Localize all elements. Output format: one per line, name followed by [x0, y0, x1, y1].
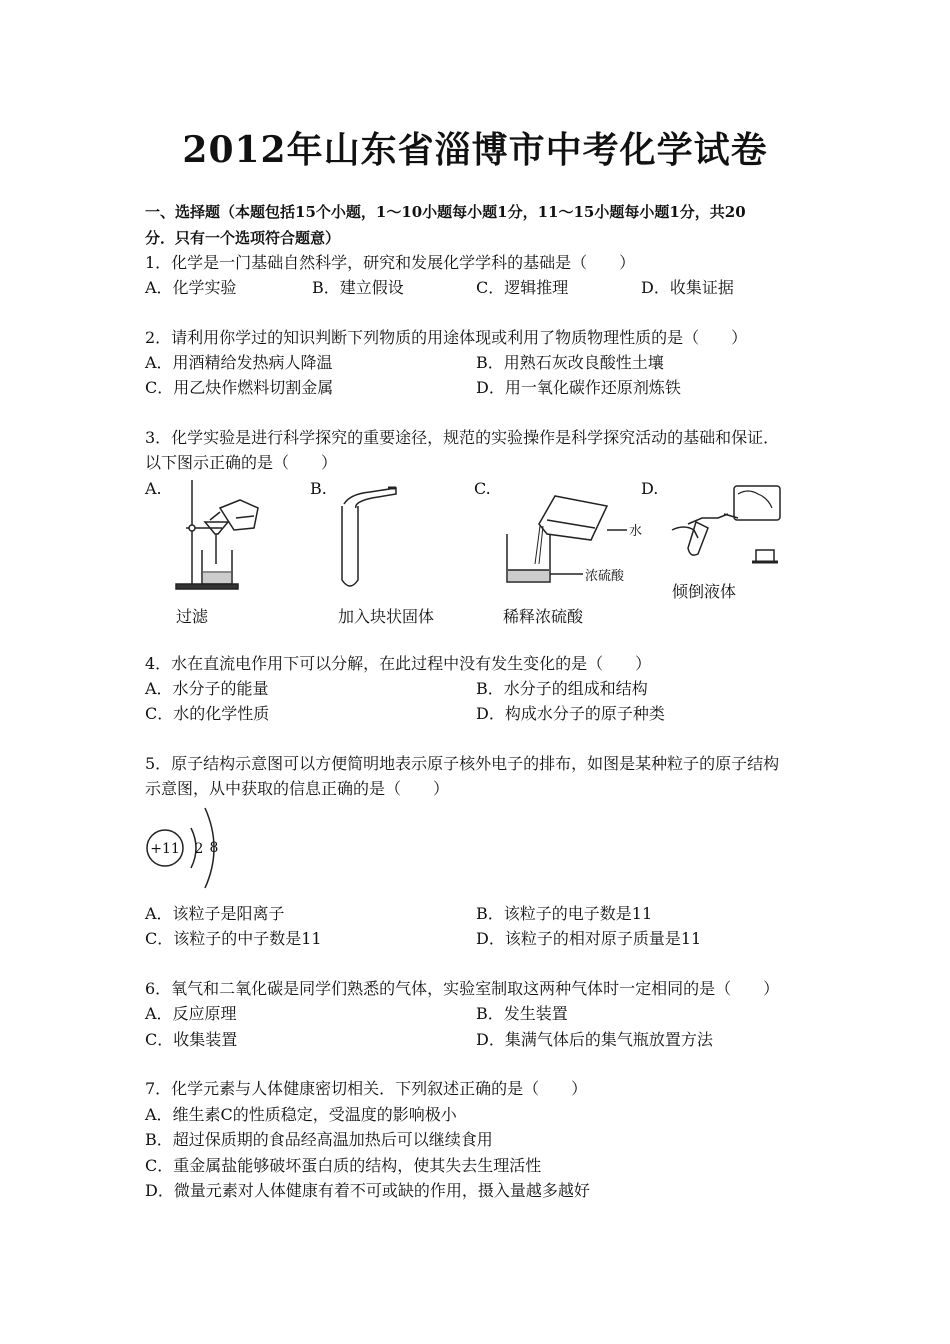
q2-stem: 2．请利用你学过的知识判断下列物质的用途体现或利用了物质物理性质的是（ ）	[145, 328, 748, 347]
q3-option-d[interactable]: D.	[641, 479, 659, 498]
q7-stem: 7．化学元素与人体健康密切相关．下列叙述正确的是（ ）	[145, 1079, 588, 1098]
q3-option-a[interactable]: A.	[145, 479, 162, 498]
q6-option-c[interactable]: C．收集装置	[145, 1030, 238, 1049]
q4-option-c[interactable]: C．水的化学性质	[145, 704, 270, 723]
q5-option-c[interactable]: C．该粒子的中子数是11	[145, 929, 322, 948]
q3-caption-d: 倾倒液体	[672, 582, 737, 601]
q6-stem: 6．氧气和二氧化碳是同学们熟悉的气体，实验室制取这两种气体时一定相同的是（ ）	[145, 979, 780, 998]
q6-option-d[interactable]: D．集满气体后的集气瓶放置方法	[476, 1030, 713, 1049]
q1-option-d[interactable]: D．收集证据	[641, 278, 734, 297]
q2-option-c[interactable]: C．用乙炔作燃料切割金属	[145, 378, 334, 397]
q3-caption-a: 过滤	[176, 607, 209, 626]
q1-stem: 1．化学是一门基础自然科学，研究和发展化学学科的基础是（ ）	[145, 253, 636, 272]
q2-option-d[interactable]: D．用一氧化碳作还原剂炼铁	[476, 378, 681, 397]
q5-option-b[interactable]: B．该粒子的电子数是11	[476, 904, 653, 923]
atom-nucleus-charge: +11	[150, 841, 180, 857]
section-header-cont: 分．只有一个选项符合题意）	[145, 229, 341, 247]
q7-option-a[interactable]: A．维生素C的性质稳定，受温度的影响极小	[145, 1105, 457, 1124]
q4-option-b[interactable]: B．水分子的组成和结构	[476, 679, 648, 698]
q5-option-a[interactable]: A．该粒子是阳离子	[145, 904, 285, 923]
q3-caption-c: 稀释浓硫酸	[503, 607, 584, 626]
label-water: 水	[629, 524, 643, 539]
q3-option-c[interactable]: C.	[474, 479, 491, 498]
q4-stem: 4．水在直流电作用下可以分解，在此过程中没有发生变化的是（ ）	[145, 654, 652, 673]
q7-option-c[interactable]: C．重金属盐能够破坏蛋白质的结构，使其失去生理活性	[145, 1156, 542, 1175]
atom-shell-1: 2	[194, 841, 204, 857]
dilution-figure	[495, 484, 655, 594]
q6-option-b[interactable]: B．发生装置	[476, 1004, 568, 1023]
q6-option-a[interactable]: A．反应原理	[145, 1004, 237, 1023]
q3-option-b[interactable]: B.	[310, 479, 327, 498]
section-header: 一、选择题（本题包括15个小题，1～10小题每小题1分，11～15小题每小题1分，共20	[145, 203, 746, 221]
q5-option-d[interactable]: D．该粒子的相对原子质量是11	[476, 929, 702, 948]
q5-stem: 5．原子结构示意图可以方便简明地表示原子核外电子的排布，如图是某种粒子的原子结构	[145, 754, 780, 773]
q1-option-b[interactable]: B．建立假设	[312, 278, 404, 297]
q1-option-c[interactable]: C．逻辑推理	[476, 278, 569, 297]
q2-option-b[interactable]: B．用熟石灰改良酸性土壤	[476, 353, 664, 372]
q7-option-b[interactable]: B．超过保质期的食品经高温加热后可以继续食用	[145, 1130, 493, 1149]
exam-title: 2012年山东省淄博市中考化学试卷	[182, 129, 768, 171]
filtration-figure	[170, 478, 270, 598]
q3-stem-cont: 以下图示正确的是（ ）	[145, 453, 338, 472]
q5-stem-cont: 示意图，从中获取的信息正确的是（ ）	[145, 779, 450, 798]
q1-option-a[interactable]: A．化学实验	[145, 278, 237, 297]
test-tube-figure	[330, 484, 410, 594]
atom-shell-2: 8	[209, 840, 219, 856]
q3-stem: 3．化学实验是进行科学探究的重要途径，规范的实验操作是科学探究活动的基础和保证．	[145, 428, 780, 447]
atom-structure-diagram	[143, 800, 233, 896]
label-sulfuric-acid: 浓硫酸	[585, 569, 625, 584]
q4-option-d[interactable]: D．构成水分子的原子种类	[476, 704, 665, 723]
q2-option-a[interactable]: A．用酒精给发热病人降温	[145, 353, 333, 372]
q3-caption-b: 加入块状固体	[338, 607, 435, 626]
pouring-figure	[668, 478, 788, 578]
q4-option-a[interactable]: A．水分子的能量	[145, 679, 269, 698]
q7-option-d[interactable]: D．微量元素对人体健康有着不可或缺的作用，摄入量越多越好	[145, 1181, 590, 1200]
